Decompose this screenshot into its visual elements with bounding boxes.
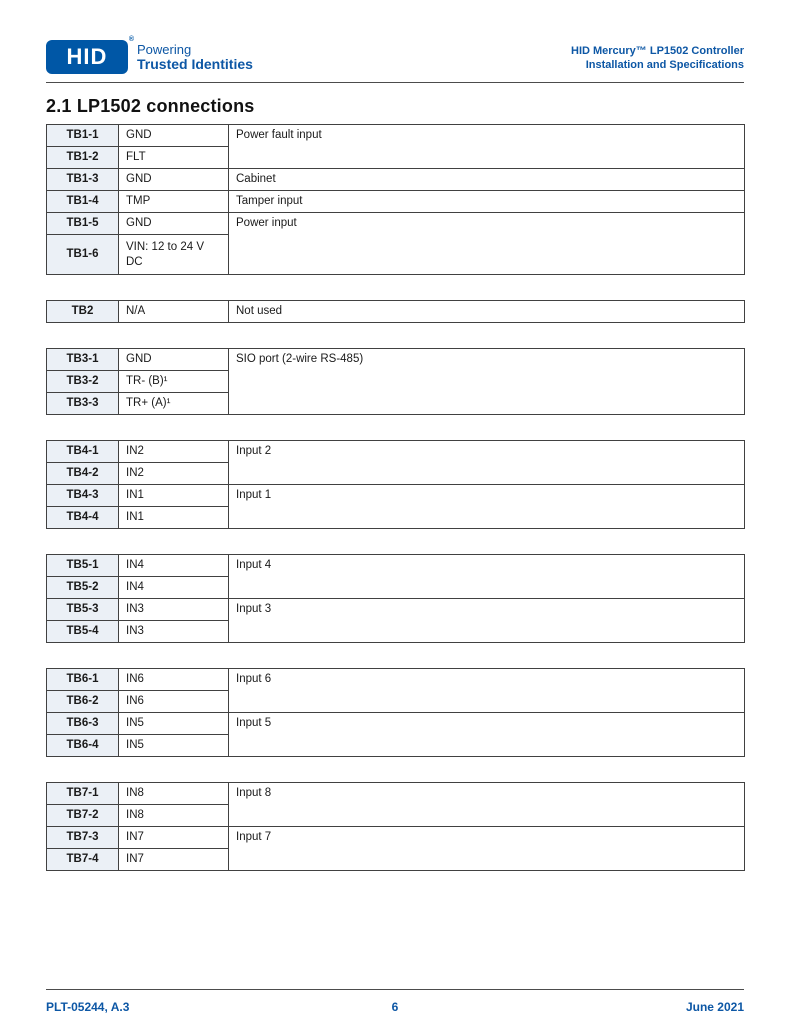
tb2-table	[46, 300, 745, 323]
section-title: 2.1 LP1502 connections	[46, 96, 255, 116]
footer-date: June 2021	[685, 1000, 745, 1014]
signal-cell: IN4	[119, 577, 229, 599]
description-cell: Cabinet	[229, 169, 745, 191]
signal-cell: IN5	[119, 735, 229, 757]
table-row	[47, 169, 745, 191]
terminal-cell: TB4-2	[47, 463, 119, 485]
signal-cell: TMP	[119, 191, 229, 213]
signal-cell: GND	[119, 125, 229, 147]
terminal-cell: TB5-1	[47, 555, 119, 577]
terminal-cell: TB4-1	[47, 441, 119, 463]
terminal-cell: TB1-5	[47, 213, 119, 235]
header-divider	[46, 82, 744, 83]
description-cell: Input 5	[229, 713, 745, 757]
tb5-table	[46, 554, 745, 643]
terminal-cell: TB4-4	[47, 507, 119, 529]
description-cell: Input 6	[229, 669, 745, 713]
terminal-cell: TB4-3	[47, 485, 119, 507]
terminal-cell: TB7-2	[47, 805, 119, 827]
terminal-cell: TB6-4	[47, 735, 119, 757]
table-row	[47, 349, 745, 371]
description-cell: Not used	[229, 301, 745, 323]
tb4-table	[46, 440, 745, 529]
signal-cell: TR+ (A)¹	[119, 393, 229, 415]
description-cell: SIO port (2-wire RS-485)	[229, 349, 745, 415]
table-row	[47, 669, 745, 691]
terminal-cell: TB7-3	[47, 827, 119, 849]
signal-cell: IN7	[119, 849, 229, 871]
table-row	[47, 301, 745, 323]
terminal-cell: TB7-1	[47, 783, 119, 805]
brand-tagline	[137, 40, 253, 72]
document-title	[571, 40, 744, 72]
terminal-cell: TB6-2	[47, 691, 119, 713]
tb7-table	[46, 782, 745, 871]
tb6-table	[46, 668, 745, 757]
signal-cell: IN6	[119, 691, 229, 713]
signal-cell: IN4	[119, 555, 229, 577]
terminal-cell: TB3-2	[47, 371, 119, 393]
table-row	[47, 783, 745, 805]
signal-cell: IN1	[119, 507, 229, 529]
signal-cell: IN8	[119, 805, 229, 827]
signal-cell: IN2	[119, 463, 229, 485]
terminal-cell: TB7-4	[47, 849, 119, 871]
terminal-cell: TB6-3	[47, 713, 119, 735]
page-footer	[46, 989, 744, 1014]
table-row	[47, 827, 745, 849]
description-cell: Power fault input	[229, 125, 745, 169]
terminal-cell: TB3-3	[47, 393, 119, 415]
signal-cell: IN3	[119, 599, 229, 621]
terminal-cell: TB1-4	[47, 191, 119, 213]
footer-page-number: 6	[391, 1000, 399, 1014]
tb1-table	[46, 124, 745, 275]
description-cell: Input 4	[229, 555, 745, 599]
description-cell: Input 8	[229, 783, 745, 827]
signal-cell: IN5	[119, 713, 229, 735]
document-title-line1: HID Mercury™ LP1502 Controller	[571, 45, 744, 57]
terminal-cell: TB1-1	[47, 125, 119, 147]
signal-cell: IN7	[119, 827, 229, 849]
table-row	[47, 713, 745, 735]
signal-cell: VIN: 12 to 24 V DC	[119, 235, 229, 275]
footer-doc-number: PLT-05244, A.3	[46, 1000, 130, 1014]
table-row	[47, 191, 745, 213]
description-cell: Input 3	[229, 599, 745, 643]
terminal-cell: TB5-3	[47, 599, 119, 621]
terminal-cell: TB5-4	[47, 621, 119, 643]
table-row	[47, 485, 745, 507]
tagline-line2: Trusted Identities	[137, 56, 253, 72]
description-cell: Power input	[229, 213, 745, 275]
signal-cell: GND	[119, 349, 229, 371]
terminal-cell: TB5-2	[47, 577, 119, 599]
signal-cell: N/A	[119, 301, 229, 323]
signal-cell: IN3	[119, 621, 229, 643]
table-row	[47, 125, 745, 147]
hid-logo-text: HID	[66, 44, 108, 69]
description-cell: Tamper input	[229, 191, 745, 213]
hid-logo	[46, 36, 135, 74]
signal-cell: TR- (B)¹	[119, 371, 229, 393]
document-title-line2: Installation and Specifications	[585, 59, 744, 71]
registered-mark-icon: ®	[128, 36, 135, 43]
terminal-cell: TB1-2	[47, 147, 119, 169]
signal-cell: IN8	[119, 783, 229, 805]
signal-cell: GND	[119, 169, 229, 191]
description-cell: Input 2	[229, 441, 745, 485]
signal-cell: GND	[119, 213, 229, 235]
tagline-line1: Powering	[137, 42, 192, 57]
table-row	[47, 441, 745, 463]
page-header	[46, 0, 744, 74]
terminal-cell: TB6-1	[47, 669, 119, 691]
description-cell: Input 7	[229, 827, 745, 871]
signal-cell: IN1	[119, 485, 229, 507]
signal-cell: IN6	[119, 669, 229, 691]
terminal-cell: TB1-6	[47, 235, 119, 275]
terminal-cell: TB3-1	[47, 349, 119, 371]
terminal-cell: TB2	[47, 301, 119, 323]
signal-cell: FLT	[119, 147, 229, 169]
table-row	[47, 599, 745, 621]
description-cell: Input 1	[229, 485, 745, 529]
table-row	[47, 213, 745, 235]
signal-cell: IN2	[119, 441, 229, 463]
terminal-cell: TB1-3	[47, 169, 119, 191]
tb3-table	[46, 348, 745, 415]
table-row	[47, 555, 745, 577]
